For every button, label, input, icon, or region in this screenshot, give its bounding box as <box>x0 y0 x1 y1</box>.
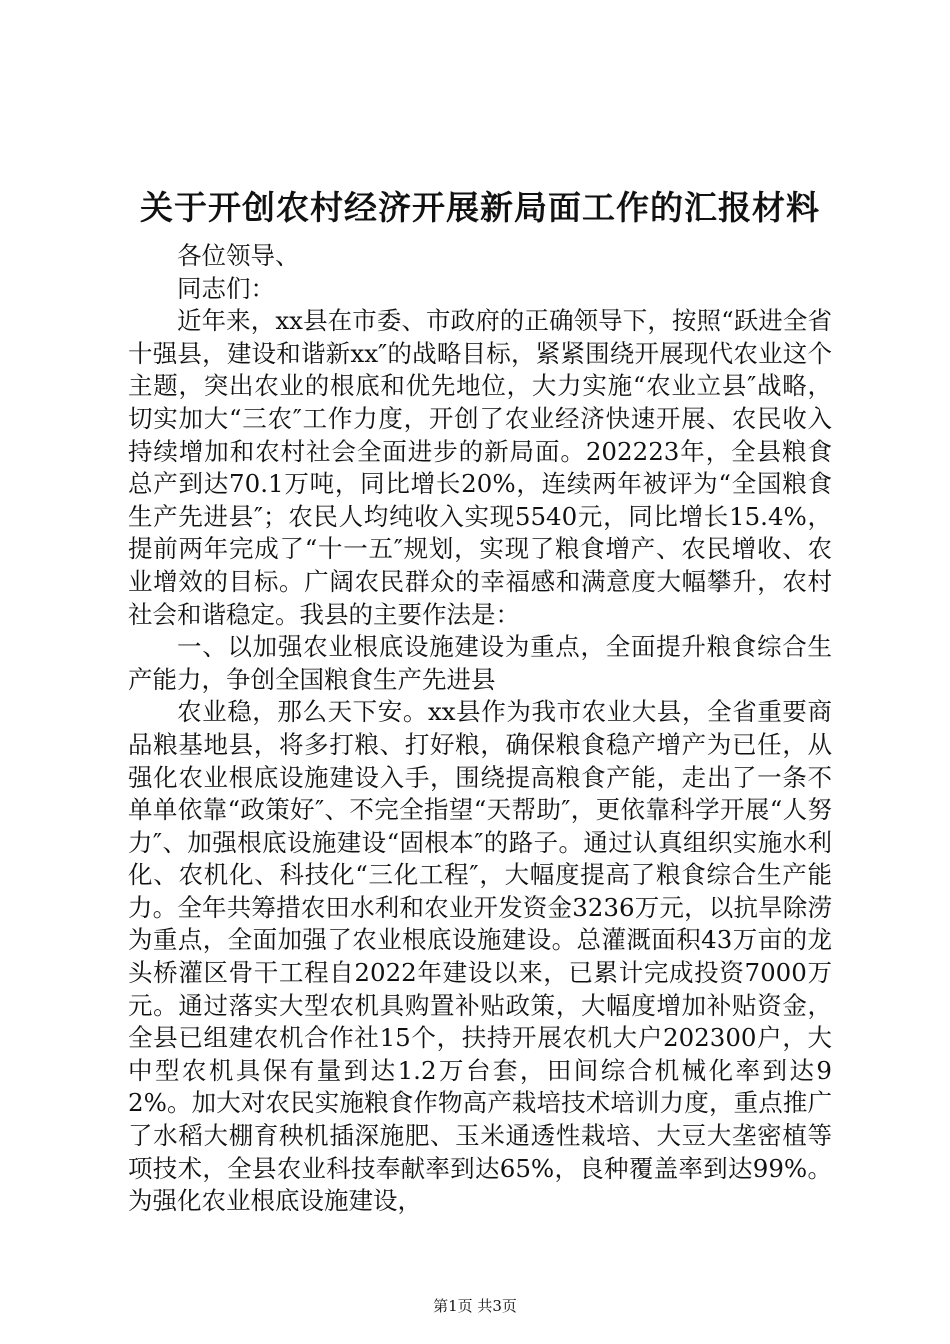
document-title: 关于开创农村经济开展新局面工作的汇报材料 <box>140 188 820 227</box>
page-number: 第1页 共3页 <box>433 1297 517 1315</box>
paragraph-agriculture: 农业稳，那么天下安。xx县作为我市农业大县，全省重要商品粮基地县，将多打粮、打好粮，确保粮食稳产增产为已任，从强化农业根底设施建设入手，围绕提高粮食产能，走出了一条不单单依靠“政策好″、不完全指望“天帮助″，更依靠科学开展“人努力″、加强根底设施建设“固根本″的路子。通过认真组织实施水利化、农机化、科技化“三化工程″，大幅度提高了粮食综合生产能力。全年共筹措农田水利和农业开发资金3236万元，以抗旱除涝为重点，全面加强了农业根底设施建设。总灌溉面积43万亩的龙头桥灌区骨干工程自2022年建设以来，已累计完成投资7000万元。通过落实大型农机具购置补贴政策，大幅度增加补贴资金，全县已组建农机合作社15个，扶持开展农机大户202300户，大中型农机具保有量到达1.2万台套，田间综合机械化率到达92%。加大对农民实施粮食作物高产栽培技术培训力度，重点推广了水稻大棚育秧机插深施肥、玉米通透性栽培、大豆大垄密植等项技术，全县农业科技奉献率到达65%，良种覆盖率到达99%。为强化农业根底设施建设， <box>128 697 832 1216</box>
paragraph-intro: 近年来，xx县在市委、市政府的正确领导下，按照“跃进全省十强县，建设和谐新xx″的战略目标，紧紧围绕开展现代农业这个主题，突出农业的根底和优先地位，大力实施“农业立县″战略，切实加大“三农″工作力度，开创了农业经济快速开展、农民收入持续增加和农村社会全面进步的新局面。202223年，全县粮食总产到达70.1万吨，同比增长20%，连续两年被评为“全国粮食生产先进县″；农民人均纯收入实现5540元，同比增长15.4%，提前两年完成了“十一五″规划，实现了粮食增产、农民增收、农业增效的目标。广阔农民群众的幸福感和满意度大幅攀升，农村社会和谐稳定。我县的主要作法是： <box>128 306 832 629</box>
document-body <box>128 240 832 1218</box>
salutation-leaders: 各位领导、 <box>177 241 300 270</box>
salutation-comrades: 同志们： <box>177 273 275 303</box>
section-heading-1: 一、以加强农业根底设施建设为重点，全面提升粮食综合生产能力，争创全国粮食生产先进县 <box>128 632 832 694</box>
